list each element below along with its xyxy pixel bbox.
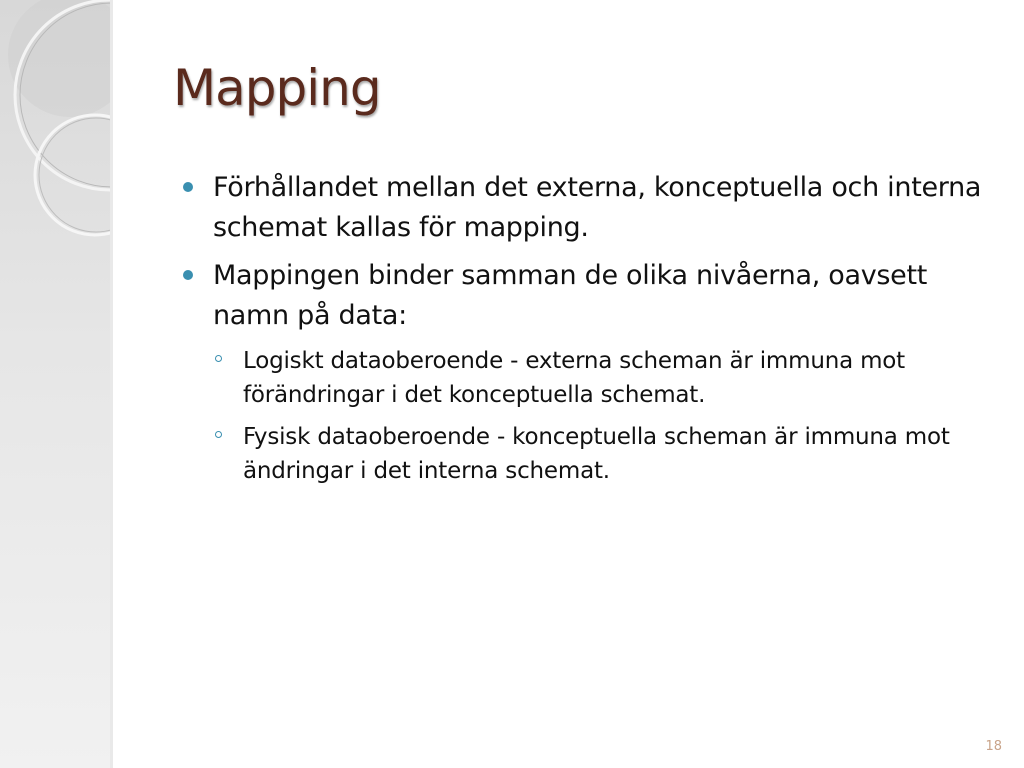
hollow-circle-icon	[215, 355, 222, 362]
bullet-item	[183, 168, 983, 248]
sidebar-edge	[110, 0, 113, 768]
sub-bullet-text: Fysisk dataoberoende - konceptuella scheman är immuna mot ändringar i det interna schemat.	[243, 424, 950, 484]
bullet-item	[183, 256, 983, 336]
decorative-circles	[0, 0, 113, 768]
bullet-text: Mappingen binder samman de olika nivåerna, oavsett namn på data:	[213, 260, 928, 331]
sub-bullet-item	[213, 420, 983, 488]
bullet-dot-icon	[183, 270, 193, 280]
sub-bullet-text: Logiskt dataoberoende - externa scheman är immuna mot förändringar i det konceptuella schemat.	[243, 348, 905, 408]
sub-bullet-item	[213, 344, 983, 412]
bullet-text: Förhållandet mellan det externa, konceptuella och interna schemat kallas för mapping.	[213, 172, 982, 243]
slide-title: Mapping	[173, 59, 381, 117]
decorative-sidebar	[0, 0, 113, 768]
hollow-circle-icon	[215, 431, 222, 438]
page-number: 18	[985, 739, 1002, 754]
slide-body	[183, 168, 983, 496]
sub-bullet-list	[183, 344, 983, 488]
bullet-dot-icon	[183, 182, 193, 192]
